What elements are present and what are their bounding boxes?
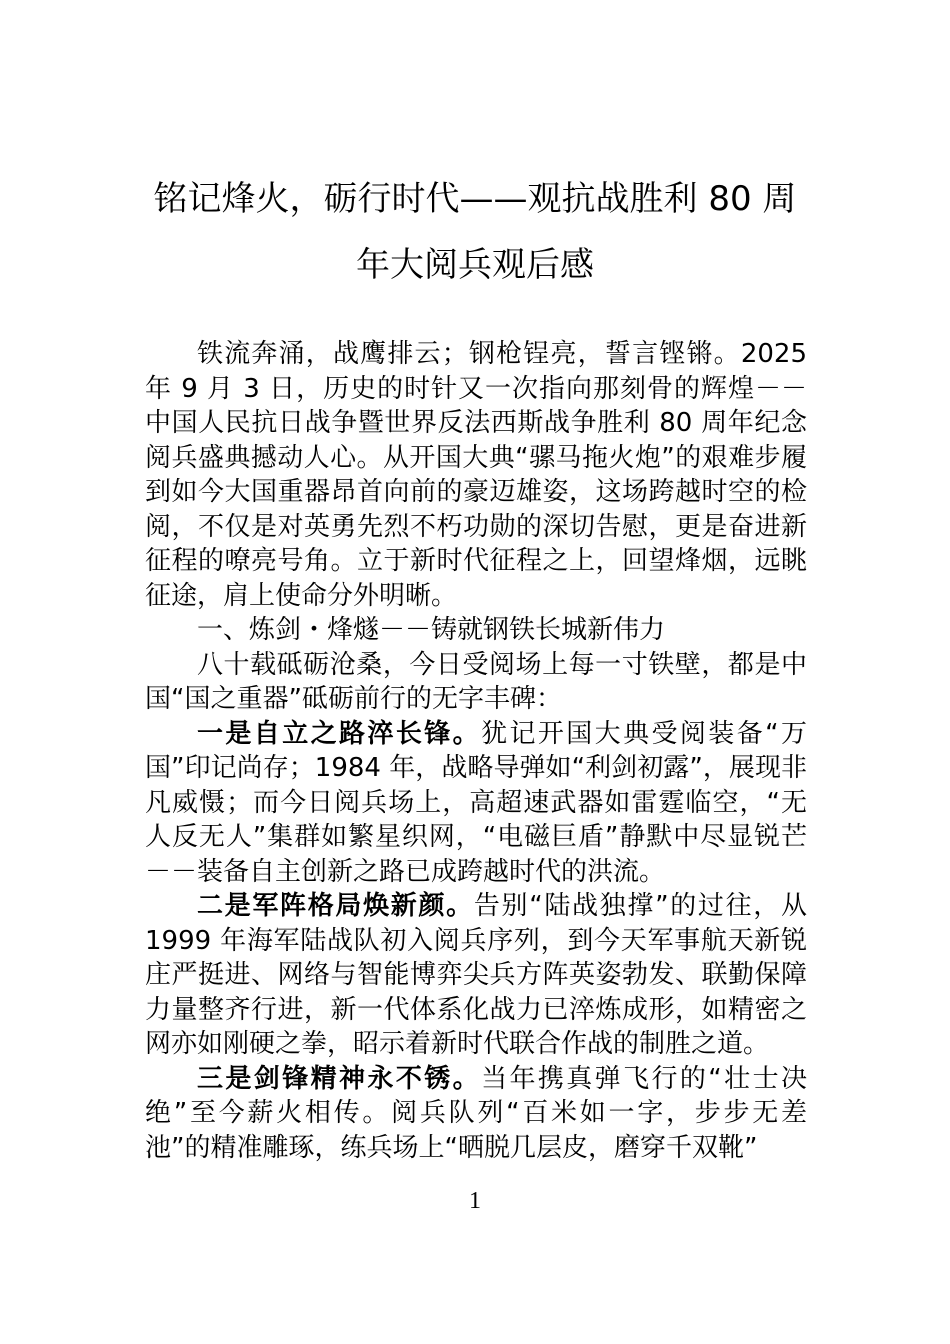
document-body <box>145 337 807 1165</box>
paragraph-text: 当年携真弹飞行的“壮士决绝”至今薪火相传。阅兵队列“百米如一字，步步无差池”的精准雕琢，练兵场上“晒脱几层皮，磨穿千双靴” <box>145 1063 807 1163</box>
paragraph-point-1 <box>145 717 807 890</box>
paragraph-intro <box>145 337 807 613</box>
paragraph-text: 告别“陆战独撑”的过往，从 1999 年海军陆战队初入阅兵序列，到今天军事航天新锐庄严挺进、网络与智能博弈尖兵方阵英姿勃发、联勤保障力量整齐行进，新一代体系化战力已淬炼成形，如精密之网亦如刚硬之拳，昭示着新时代联合作战的制胜之道。 <box>145 891 807 1059</box>
section-heading-text: 一、炼剑・烽燧－－铸就钢铁长城新伟力 <box>197 615 666 645</box>
paragraph-text: 八十载砥砺沧桑，今日受阅场上每一寸铁壁，都是中国“国之重器”砥砺前行的无字丰碑： <box>145 649 807 714</box>
section-heading <box>145 613 807 648</box>
document-title: 铭记烽火，砺行时代——观抗战胜利 80 周年大阅兵观后感 <box>153 179 797 285</box>
paragraph-point-3 <box>145 1062 807 1166</box>
page-number: 1 <box>469 1188 481 1214</box>
point-heading: 二是军阵格局焕新颜。 <box>197 891 474 921</box>
point-heading: 三是剑锋精神永不锈。 <box>197 1063 482 1094</box>
paragraph-text: 铁流奔涌，战鹰排云；钢枪锃亮，誓言铿锵。2025 年 9 月 3 日，历史的时针又一次指向那刻骨的辉煌－－中国人民抗日战争暨世界反法西斯战争胜利 80 周年纪念阅兵盛典撼动人心。从开国大典“骡马拖火炮”的艰难步履到如今大国重器昂首向前的豪迈雄姿，这场跨越时空的检阅，不仅是对英勇先烈不朽功勋的深切告慰，更是奋进新征程的嘹亮号角。立于新时代征程之上，回望烽烟，远眺征途，肩上使命分外明晰。 <box>145 339 807 611</box>
paragraph-text: 犹记开国大典受阅装备“万国”印记尚存；1984 年，战略导弹如“利剑初露”，展现非凡威慑；而今日阅兵场上，高超速武器如雷霆临空，“无人反无人”集群如繁星织网，“电磁巨盾”静默中尽显锐芒－－装备自主创新之路已成跨越时代的洪流。 <box>145 718 807 887</box>
point-heading: 一是自立之路淬长锋。 <box>197 718 482 749</box>
paragraph-point-2 <box>145 889 807 1062</box>
paragraph-section-intro <box>145 648 807 717</box>
